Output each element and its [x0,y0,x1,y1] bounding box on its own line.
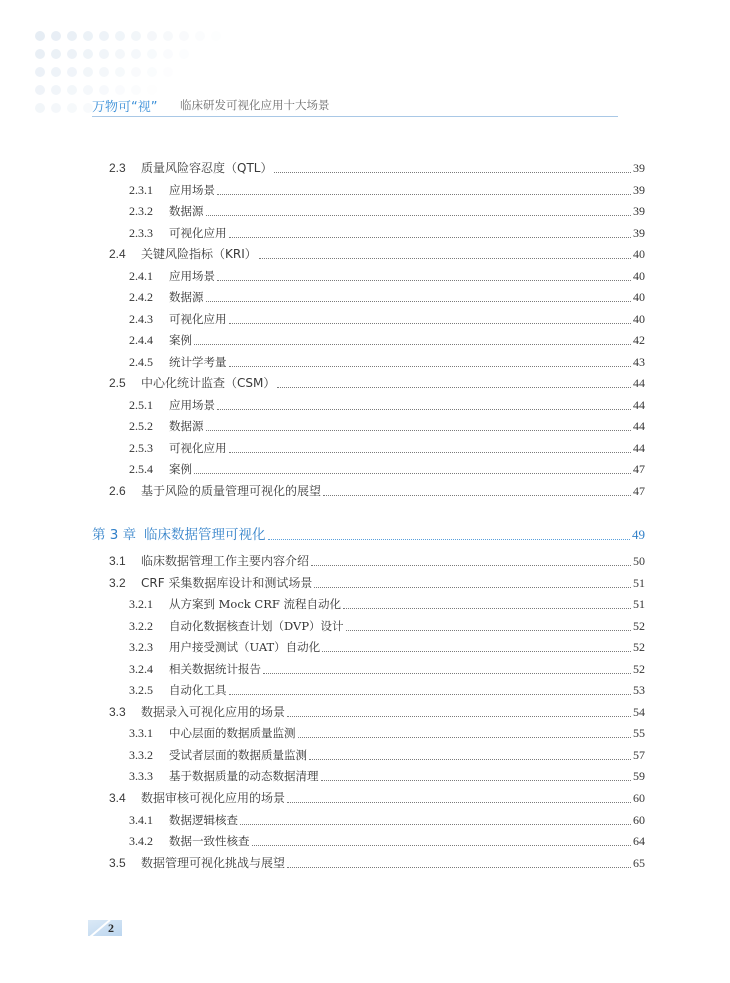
dot-leader [274,171,631,173]
toc-entry-number: 3.2.4 [129,662,153,676]
toc-entry-title: CRF 采集数据库设计和测试场景 [141,576,313,590]
dot-leader [287,866,631,868]
book-subtitle: 临床研发可视化应用十大场景 [180,98,330,112]
toc-chapter-entry[interactable] [92,524,645,546]
toc-entry-number: 3.3.2 [129,748,153,762]
toc-entry[interactable] [129,310,645,328]
dot-leader [229,693,632,695]
toc-entry-title: 受试者层面的数据质量监测 [169,748,307,762]
toc-entry-title: 基于数据质量的动态数据清理 [169,769,319,783]
toc-entry-page: 40 [633,247,645,261]
toc-entry[interactable] [109,159,645,177]
toc-entry-page: 44 [633,376,645,390]
toc-entry-number: 2.3.1 [129,183,153,197]
dot-leader [277,386,631,388]
toc-entry-page: 39 [633,204,645,218]
toc-entry[interactable] [129,181,645,199]
toc-entry-number: 2.4 [109,247,126,261]
toc-entry-title: 数据录入可视化应用的场景 [141,705,286,719]
dot-leader [206,214,632,216]
toc-entry-title: 中心化统计监查（CSM） [141,376,276,390]
toc-entry-number: 3.3 [109,705,126,719]
dot-leader [287,801,631,803]
toc-entry-page: 52 [633,662,645,676]
toc-entry-page: 53 [633,683,645,697]
toc-entry[interactable] [129,396,645,414]
toc-entry[interactable] [129,660,645,678]
toc-entry-number: 3.1 [109,554,126,568]
toc-entry-number: 3.2.5 [129,683,153,697]
toc-entry[interactable] [129,681,645,699]
toc-entry[interactable] [129,811,645,829]
toc-entry-page: 59 [633,769,645,783]
toc-entry[interactable] [129,832,645,850]
toc-entry-number: 2.5.1 [129,398,153,412]
dot-leader [346,629,631,631]
toc-entry-number: 2.5 [109,376,126,390]
book-brand: 万物可“视” [92,100,158,115]
toc-entry-page: 60 [633,791,645,805]
toc-entry-title: 数据一致性核查 [169,834,250,848]
dot-leader [206,300,632,302]
toc-entry-page: 43 [633,355,645,369]
toc-entry[interactable] [129,638,645,656]
dot-leader [323,494,631,496]
toc-entry-number: 2.5.3 [129,441,153,455]
dot-leader [287,715,631,717]
toc-entry-title: 可视化应用 [169,226,227,240]
toc-entry-number: 3.5 [109,856,126,870]
toc-entry-page: 39 [633,183,645,197]
toc-entry-title: 数据管理可视化挑战与展望 [141,856,286,870]
toc-entry-title: 数据源 [169,204,204,218]
toc-entry-title: 数据审核可视化应用的场景 [141,791,286,805]
toc-entry-title: 质量风险容忍度（QTL） [141,161,273,175]
dot-leader [240,823,631,825]
toc-entry-title: 自动化工具 [169,683,227,697]
toc-entry-number: 3.3.1 [129,726,153,740]
toc-entry-page: 39 [633,226,645,240]
toc-entry-page: 47 [633,484,645,498]
toc-entry-page: 44 [633,419,645,433]
toc-entry-title: 应用场景 [169,269,215,283]
dot-leader [217,408,631,410]
toc-entry[interactable] [129,353,645,371]
slash-decoration [88,918,122,938]
toc-entry-title: 临床数据管理工作主要内容介绍 [141,554,310,568]
toc-entry-number: 2.4.5 [129,355,153,369]
dot-leader [252,844,632,846]
toc-entry-number: 2.6 [109,484,126,498]
toc-entry-page: 40 [633,290,645,304]
dot-leader [263,672,631,674]
toc-entry[interactable] [129,460,645,478]
toc-entry-title: 统计学考量 [169,355,227,369]
toc-entry-title: 可视化应用 [169,441,227,455]
toc-entry[interactable] [129,439,645,457]
toc-entry-page: 52 [633,619,645,633]
toc-entry-number: 第 3 章 [92,527,137,543]
toc-entry[interactable] [129,267,645,285]
toc-entry[interactable] [129,617,645,635]
toc-entry-number: 3.3.3 [129,769,153,783]
toc-entry-title: 用户接受测试（UAT）自动化 [169,640,321,654]
toc-entry-page: 40 [633,269,645,283]
toc-entry[interactable] [129,331,645,349]
toc-entry[interactable] [129,595,645,613]
toc-entry-page: 40 [633,312,645,326]
toc-entry-title: 关键风险指标（KRI） [141,247,257,261]
dot-leader [321,779,632,781]
toc-entry[interactable] [129,724,645,742]
toc-entry[interactable] [109,703,645,721]
toc-entry-number: 3.4.1 [129,813,153,827]
toc-entry-title: 中心层面的数据质量监测 [169,726,296,740]
toc-entry-page: 42 [633,333,645,347]
dot-leader [229,322,632,324]
dot-leader [298,736,632,738]
toc-entry-number: 2.4.1 [129,269,153,283]
toc-entry-page: 65 [633,856,645,870]
toc-entry[interactable] [129,417,645,435]
page-footer [88,918,122,938]
dot-leader [194,343,631,345]
toc-entry-number: 2.5.4 [129,462,153,476]
toc-entry-page: 51 [633,576,645,590]
toc-entry-number: 2.4.2 [129,290,153,304]
toc-entry-page: 44 [633,398,645,412]
toc-entry-page: 51 [633,597,645,611]
toc-entry[interactable] [109,552,645,570]
toc-entry-page: 52 [633,640,645,654]
toc-entry[interactable] [109,789,645,807]
toc-entry[interactable] [129,288,645,306]
toc-entry-page: 60 [633,813,645,827]
dot-leader [259,257,631,259]
dot-leader [311,564,631,566]
toc-entry-title: 自动化数据核查计划（DVP）设计 [169,619,344,633]
toc-entry-number: 3.2.3 [129,640,153,654]
dot-leader [217,193,631,195]
toc-entry-title: 应用场景 [169,183,215,197]
toc-entry-page: 44 [633,441,645,455]
toc-entry[interactable] [109,374,645,392]
toc-entry-number: 2.4.3 [129,312,153,326]
dot-leader [229,365,632,367]
toc-entry[interactable] [129,746,645,764]
toc-entry-title: 数据源 [169,419,204,433]
toc-entry[interactable] [109,854,645,872]
toc-entry[interactable] [109,482,645,500]
dot-leader [194,472,631,474]
toc-entry-number: 3.4.2 [129,834,153,848]
toc-entry-page: 49 [632,527,645,542]
toc-entry-page: 55 [633,726,645,740]
toc-entry-page: 57 [633,748,645,762]
page-number: 2 [108,921,114,935]
toc-entry-number: 3.4 [109,791,126,805]
toc-entry[interactable] [129,767,645,785]
toc-entry-title: 基于风险的质量管理可视化的展望 [141,484,322,498]
toc-entry-title: 数据源 [169,290,204,304]
toc-entry-title: 临床数据管理可视化 [144,527,266,543]
toc-entry-title: 数据逻辑核查 [169,813,238,827]
toc-entry[interactable] [109,574,645,592]
toc-entry-title: 案例 [169,462,192,476]
toc-entry-number: 2.3.3 [129,226,153,240]
toc-entry-number: 3.2.2 [129,619,153,633]
toc-entry-title: 相关数据统计报告 [169,662,261,676]
toc-entry-number: 2.3.2 [129,204,153,218]
toc-entry-page: 47 [633,462,645,476]
dot-leader [229,451,632,453]
dot-leader [322,650,631,652]
toc-entry[interactable] [129,202,645,220]
toc-entry-page: 50 [633,554,645,568]
toc-entry-number: 2.4.4 [129,333,153,347]
dot-leader [314,586,631,588]
toc-entry[interactable] [129,224,645,242]
toc-entry-number: 3.2.1 [129,597,153,611]
toc-entry-page: 54 [633,705,645,719]
toc-entry-number: 2.5.2 [129,419,153,433]
toc-entry-title: 案例 [169,333,192,347]
dot-leader [217,279,631,281]
dot-leader [309,758,631,760]
toc-entry-number: 3.2 [109,576,126,590]
dot-leader [268,538,631,540]
toc-entry-title: 应用场景 [169,398,215,412]
toc-entry-title: 从方案到 Mock CRF 流程自动化 [169,597,342,611]
toc-entry-title: 可视化应用 [169,312,227,326]
toc-entry-page: 39 [633,161,645,175]
dot-leader [343,607,631,609]
toc-entry[interactable] [109,245,645,263]
dot-leader [229,236,632,238]
dot-leader [206,429,632,431]
toc-entry-number: 2.3 [109,161,126,175]
toc-entry-page: 64 [633,834,645,848]
